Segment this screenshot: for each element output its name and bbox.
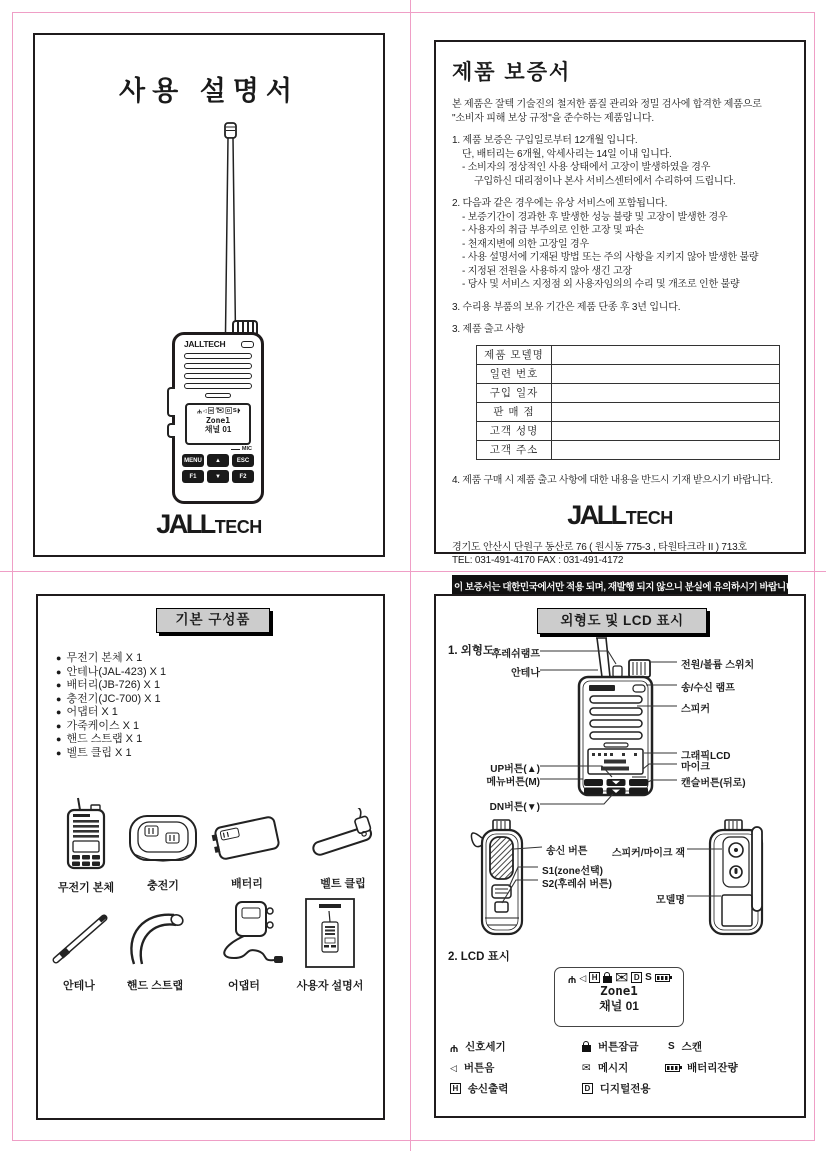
figure-caption: 핸드 스트랩 xyxy=(126,980,184,992)
legend-label: 송신출력 xyxy=(467,1083,509,1095)
item-text: 가죽케이스 X 1 xyxy=(66,719,140,732)
label-flash-lamp: 후레쉬램프 xyxy=(491,649,540,660)
warranty-line: 3. 수리용 부품의 보유 기간은 제품 단종 후 3년 입니다. xyxy=(452,301,681,313)
table-blank-cell xyxy=(552,383,780,402)
scan-icon: S xyxy=(668,1041,675,1052)
list-item xyxy=(56,747,166,761)
label-model-name: 모델명 xyxy=(656,895,685,906)
item-text: 무전기 본체 X 1 xyxy=(66,652,143,664)
figure-belt-clip xyxy=(305,808,381,891)
lcd-status-icons xyxy=(196,405,237,416)
table-label: 일련 번호 xyxy=(477,364,552,383)
table-row xyxy=(477,383,780,402)
figure-caption: 안테나 xyxy=(63,980,95,992)
diagram-page xyxy=(434,594,806,1118)
components-title: 기본 구성품 xyxy=(156,608,270,633)
tx-power-icon: H xyxy=(209,407,213,414)
mic-hole xyxy=(175,446,252,452)
table-label: 제품 모델명 xyxy=(477,345,552,364)
figure-caption: 벨트 클립 xyxy=(320,878,366,890)
warranty-line: 3. 제품 출고 사항 xyxy=(452,324,525,335)
scan-icon: S xyxy=(232,407,237,414)
bullet-icon: ● xyxy=(56,680,62,690)
adapter-image xyxy=(204,900,286,968)
legend-key-lock xyxy=(582,1039,639,1054)
battery-icon xyxy=(655,974,670,982)
table-row xyxy=(477,345,780,364)
list-item xyxy=(56,679,166,693)
label-speaker: 스피커 xyxy=(681,704,710,715)
key-lock-icon xyxy=(603,976,612,983)
cover-page xyxy=(33,33,385,557)
label-s1-button: S1(zone선택) xyxy=(542,866,603,877)
item-text: 벨트 클립 X 1 xyxy=(66,746,132,759)
up-button: ▲ xyxy=(207,454,229,467)
warranty-page xyxy=(434,40,806,593)
legend-label: 디지털전용 xyxy=(599,1083,651,1095)
bullet-icon: ● xyxy=(56,693,62,704)
cover-title: 사용 설명서 xyxy=(119,76,299,106)
brand-logo xyxy=(452,500,788,531)
side-button-bump xyxy=(167,423,175,438)
list-item xyxy=(56,693,166,707)
radio-body-image xyxy=(58,796,114,870)
legend-scan xyxy=(668,1039,702,1054)
tx-rx-lamp-icon xyxy=(241,341,254,348)
warranty-line: - 사용자의 취급 부주의로 인한 고장 및 파손 xyxy=(462,225,644,236)
legend-message xyxy=(582,1060,628,1075)
figure-caption: 배터리 xyxy=(231,878,263,890)
figure-charger xyxy=(127,808,199,893)
digital-only-icon: D xyxy=(631,972,642,983)
list-item xyxy=(56,706,166,720)
esc-button: ESC xyxy=(232,454,254,467)
figure-caption: 충전기 xyxy=(147,880,179,892)
bullet-icon: ● xyxy=(56,666,62,677)
keytone-icon: ◁ xyxy=(202,407,207,414)
section-1-heading: 1. 외형도 xyxy=(448,645,495,657)
radio-top-row xyxy=(184,339,254,349)
table-label: 구입 일자 xyxy=(477,383,552,402)
figure-battery xyxy=(210,810,284,891)
bullet-icon: ● xyxy=(56,707,62,717)
components-page xyxy=(36,594,385,1120)
list-item xyxy=(56,733,166,747)
table-blank-cell xyxy=(552,402,780,421)
section-2-heading: 2. LCD 표시 xyxy=(448,951,510,963)
table-row xyxy=(477,421,780,440)
battery-icon xyxy=(238,408,239,413)
digital-only-icon: D xyxy=(582,1083,593,1094)
item-text: 충전기(JC-700) X 1 xyxy=(66,692,161,705)
signal-icon: Ψ xyxy=(450,1041,459,1053)
warranty-line: - 당사 및 서비스 지정점 외 사용자임의의 수리 및 개조로 인한 불량 xyxy=(462,279,740,290)
label-down-button: DN버튼(▼) xyxy=(489,802,540,813)
keytone-icon: ◁ xyxy=(579,972,587,983)
brand-logo-jall: JALL xyxy=(156,509,214,539)
list-item xyxy=(56,720,166,734)
brand-logo xyxy=(35,509,383,540)
figure-adapter xyxy=(204,900,284,993)
tx-power-icon: H xyxy=(450,1083,461,1094)
bullet-icon: ● xyxy=(56,734,62,744)
label-power-volume-switch: 전원/볼륨 스위치 xyxy=(681,660,755,671)
menu-button: MENU xyxy=(182,454,204,467)
brand-logo-tech: TECH xyxy=(214,517,262,537)
charger-image xyxy=(128,808,198,868)
figure-radio-body xyxy=(55,796,117,895)
crop-mark-horizontal xyxy=(0,571,826,572)
mic-label: MIC xyxy=(241,446,252,452)
tx-power-icon: H xyxy=(589,972,600,983)
front-view xyxy=(579,638,652,795)
warranty-intro-line: 본 제품은 잘텍 기술진의 철저한 품질 관리와 정밀 검사에 합격한 제품으로 xyxy=(452,99,762,110)
warranty-line: - 사용 설명서에 기재된 방법 또는 주의 사항을 지키지 않아 발생한 불량 xyxy=(462,252,759,263)
brand-logo-jall: JALL xyxy=(567,499,625,530)
table-row xyxy=(477,440,780,459)
warranty-line: - 지정된 전원을 사용하지 않아 생긴 고장 xyxy=(462,265,632,277)
item-text: 어댑터 X 1 xyxy=(66,706,118,718)
table-blank-cell xyxy=(552,421,780,440)
down-button: ▼ xyxy=(207,470,229,483)
warranty-line: 구입하신 대리점이나 본사 서비스센터에서 수리하여 드립니다. xyxy=(474,175,736,187)
lcd-channel-text: 채널 01 xyxy=(599,999,639,1013)
warranty-line: - 보증기간이 경과한 후 발생한 성능 불량 및 고장이 발생한 경우 xyxy=(462,211,728,223)
lcd-sample-display xyxy=(554,967,684,1027)
warranty-line: 1. 제품 보증은 구입일로부터 12개월 입니다. xyxy=(452,135,638,146)
brand-logo-tech: TECH xyxy=(625,507,673,528)
message-icon: ✉ xyxy=(582,1061,591,1074)
label-speaker-mic-jack: 스피커/마이크 잭 xyxy=(611,848,685,859)
table-row xyxy=(477,364,780,383)
figure-hand-strap xyxy=(119,904,191,993)
figure-user-manual xyxy=(295,898,365,993)
list-item xyxy=(56,666,166,680)
keypad xyxy=(182,454,254,483)
table-label: 고객 성명 xyxy=(477,421,552,440)
diagram-title: 외형도 및 LCD 표시 xyxy=(537,608,707,634)
crop-mark-vertical xyxy=(410,0,411,1151)
battery-image xyxy=(210,810,284,866)
warranty-title: 제품 보증서 xyxy=(452,61,572,84)
label-graphic-lcd: 그래픽LCD xyxy=(681,751,731,762)
table-blank-cell xyxy=(552,345,780,364)
hand-strap-image xyxy=(120,904,190,968)
bullet-icon: ● xyxy=(56,653,62,663)
mic-pointer-line xyxy=(231,449,240,450)
table-label: 고객 주소 xyxy=(477,440,552,459)
company-address xyxy=(452,541,788,567)
table-label: 판 매 점 xyxy=(477,402,552,421)
lcd-status-icons xyxy=(555,969,683,987)
label-mic: 마이크 xyxy=(681,762,710,773)
table-row xyxy=(477,402,780,421)
legend-label: 메시지 xyxy=(597,1062,629,1074)
legend-digital-only xyxy=(582,1081,651,1096)
belt-clip-image xyxy=(305,808,381,866)
digital-only-icon: D xyxy=(226,407,231,414)
message-icon: ✉ xyxy=(216,405,225,416)
keytone-icon: ◁ xyxy=(450,1062,457,1073)
label-menu-button: 메뉴버튼(M) xyxy=(486,777,540,788)
legend-label: 버튼음 xyxy=(463,1062,495,1074)
warranty-line: - 천재지변에 의한 고장일 경우 xyxy=(462,238,589,250)
legend-label: 신호세기 xyxy=(465,1041,506,1053)
antenna-image xyxy=(48,906,118,968)
warranty-note: 4. 제품 구매 시 제품 출고 사항에 대한 내용을 반드시 기재 받으시기 바랍니다. xyxy=(452,474,773,486)
f1-button: F1 xyxy=(182,470,204,483)
f2-button: F2 xyxy=(232,470,254,483)
legend-label: 배터리잔량 xyxy=(687,1062,738,1074)
lcd-zone-text: Zone1 xyxy=(600,983,638,998)
tel-fax-line: TEL: 031-491-4170 FAX : 031-491-4172 xyxy=(452,554,624,566)
warranty-line: 단, 배터리는 6개월, 악세사리는 14일 이내 입니다. xyxy=(462,148,672,160)
bullet-icon: ● xyxy=(56,720,62,731)
figure-antenna xyxy=(48,906,110,993)
figure-caption: 어댑터 xyxy=(228,980,260,992)
warranty-line: - 소비자의 정상적인 사용 상태에서 고장이 발생하였을 경우 xyxy=(462,162,711,173)
legend-battery xyxy=(665,1060,738,1075)
table-blank-cell xyxy=(552,364,780,383)
label-tx-rx-lamp: 송/수신 램프 xyxy=(681,683,735,694)
battery-icon xyxy=(665,1064,680,1072)
label-ptt-button: 송신 버튼 xyxy=(546,846,588,857)
radio-brand-label: JALLTECH xyxy=(184,339,226,349)
warranty-line: 2. 다음과 같은 경우에는 유상 서비스에 포함됩니다. xyxy=(452,198,668,209)
components-list xyxy=(56,652,166,760)
table-blank-cell xyxy=(552,440,780,459)
grille-slot xyxy=(205,393,231,398)
item-text: 핸드 스트랩 X 1 xyxy=(66,733,143,745)
signal-icon: Ψ xyxy=(568,972,577,984)
label-s2-button: S2(후레쉬 버튼) xyxy=(542,879,612,890)
user-manual-image xyxy=(305,898,355,968)
list-item xyxy=(56,652,166,666)
shipping-info-table xyxy=(476,345,780,460)
warranty-notice-bar: 이 보증서는 대한민국에서만 적용 되며, 재발행 되지 않으니 분실에 유의하시기 바랍니다. xyxy=(452,575,788,597)
legend-label: 스캔 xyxy=(681,1041,702,1053)
radio-lcd xyxy=(185,403,251,445)
ptt-side-bump xyxy=(167,387,175,417)
key-lock-icon xyxy=(582,1045,591,1052)
speaker-grille xyxy=(184,353,252,389)
legend-signal xyxy=(450,1039,506,1054)
lcd-zone-text: Zone1 xyxy=(205,416,231,425)
legend-label: 버튼잠금 xyxy=(598,1041,639,1053)
label-cancel-button: 캔슬버튼(뒤로) xyxy=(681,778,746,789)
bullet-icon: ● xyxy=(56,747,62,758)
left-side-view xyxy=(471,820,522,934)
address-line: 경기도 안산시 단원구 동산로 76 ( 원시동 775-3 , 타원타크라 II ) 713호 xyxy=(452,541,747,553)
scan-icon: S xyxy=(645,972,652,983)
label-up-button: UP버튼(▲) xyxy=(490,764,540,775)
lcd-channel-text: 채널 01 xyxy=(204,425,232,434)
right-side-view xyxy=(710,820,762,934)
warranty-intro-line: "소비자 피해 보상 규정"을 준수하는 제품입니다. xyxy=(452,112,654,124)
label-antenna: 안테나 xyxy=(511,668,540,679)
legend-keytone xyxy=(450,1060,494,1075)
message-icon: ✉ xyxy=(614,969,629,987)
radio-front-illustration xyxy=(172,332,264,504)
figure-caption: 사용자 설명서 xyxy=(296,980,364,992)
antenna-illustration xyxy=(220,121,242,335)
item-text: 안테나(JAL-423) X 1 xyxy=(66,665,167,678)
signal-icon: Ψ xyxy=(196,407,202,414)
item-text: 배터리(JB-726) X 1 xyxy=(66,679,161,691)
legend-tx-power xyxy=(450,1081,508,1096)
figure-caption: 무전기 본체 xyxy=(57,882,115,894)
